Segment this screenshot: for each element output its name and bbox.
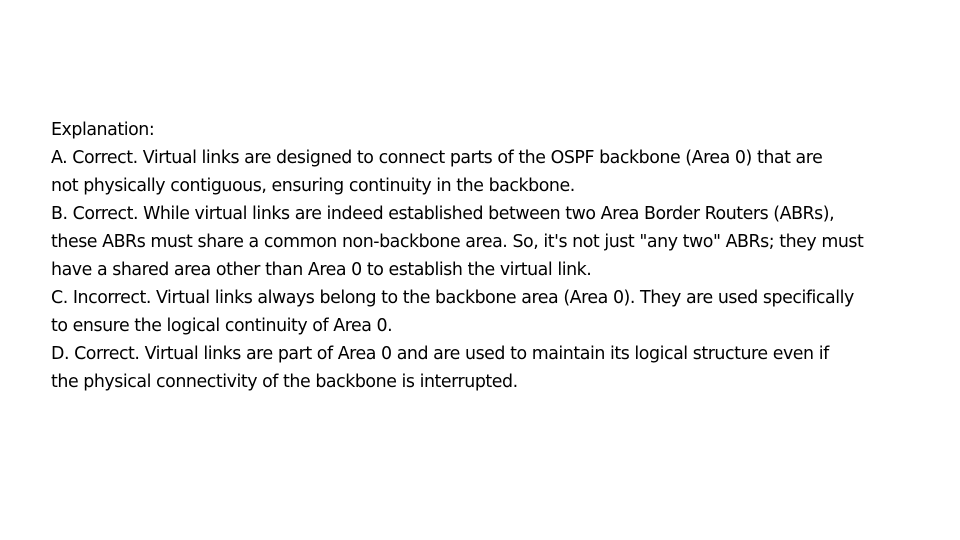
option-b-line-2: these ABRs must share a common non-backbone area. So, it's not just "any two" ABRs; they must: [51, 232, 864, 252]
option-b-line-3: have a shared area other than Area 0 to establish the virtual link.: [51, 260, 592, 280]
option-d-line-2: the physical connectivity of the backbone is interrupted.: [51, 372, 518, 392]
explanation-heading: Explanation:: [51, 120, 155, 140]
option-d-line-1: D. Correct. Virtual links are part of Area 0 and are used to maintain its logical structure even if: [51, 344, 829, 364]
explanation-text-block: [51, 116, 931, 396]
option-b-line-1: B. Correct. While virtual links are indeed established between two Area Border Routers (ABRs),: [51, 204, 835, 224]
option-a-line-2: not physically contiguous, ensuring continuity in the backbone.: [51, 176, 575, 196]
option-c-line-2: to ensure the logical continuity of Area 0.: [51, 316, 393, 336]
option-c-line-1: C. Incorrect. Virtual links always belong to the backbone area (Area 0). They are used specifically: [51, 288, 854, 308]
option-a-line-1: A. Correct. Virtual links are designed to connect parts of the OSPF backbone (Area 0) that are: [51, 148, 823, 168]
